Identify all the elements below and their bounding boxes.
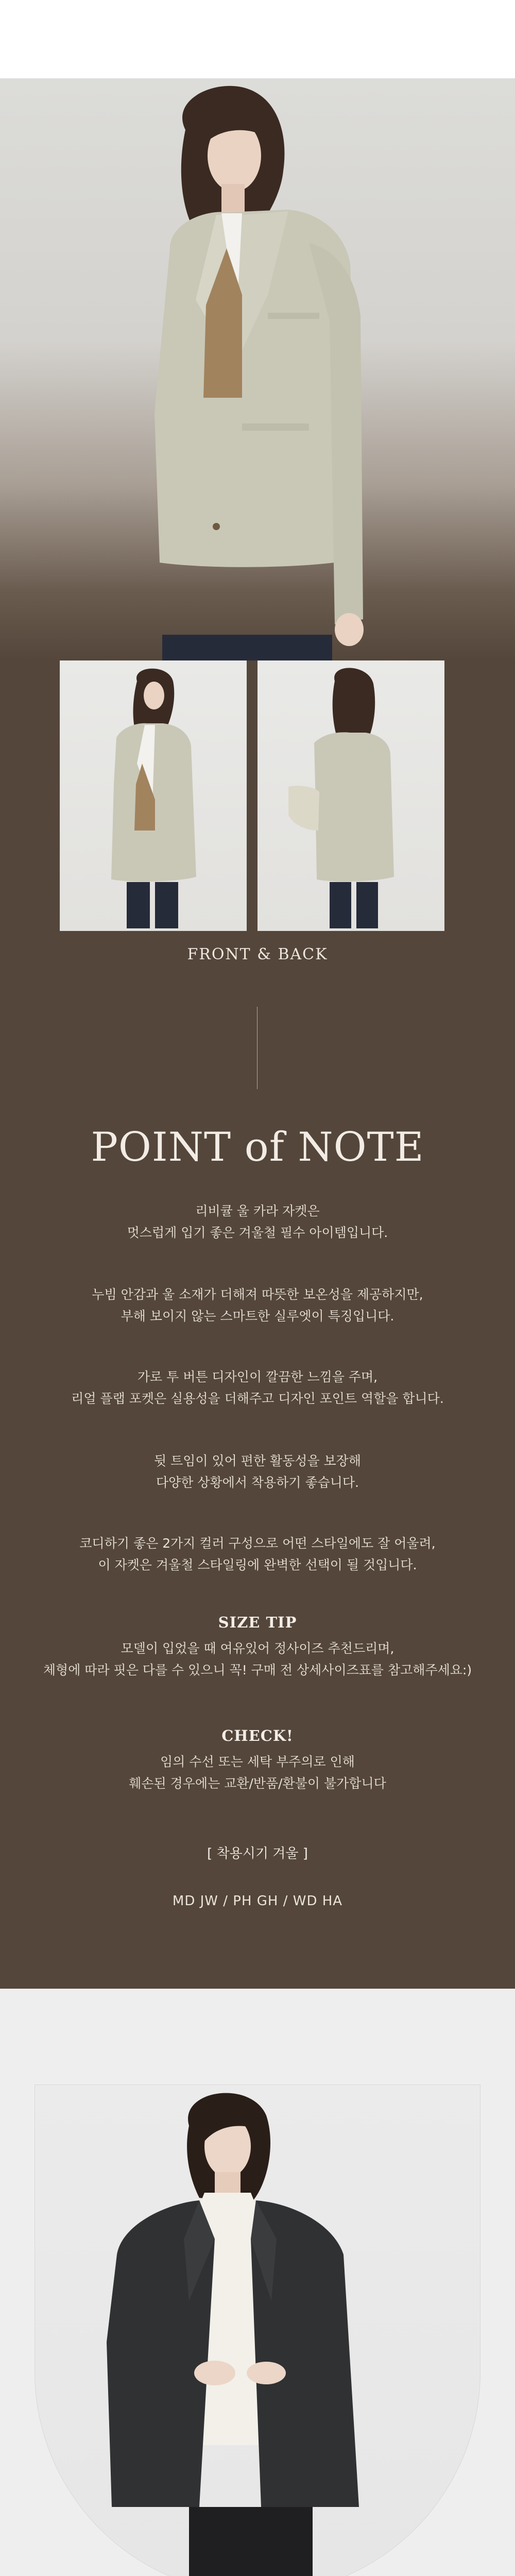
vertical-divider (257, 1007, 258, 1089)
back-view-thumbnail (258, 660, 444, 931)
check-text (0, 1751, 515, 1794)
description-paragraph-1 (0, 1200, 515, 1244)
point-of-note-title: POINT of NOTE (91, 1124, 424, 1171)
description-line: 누빔 안감과 울 소재가 더해져 따뜻한 보온성을 제공하지만, (92, 1287, 423, 1302)
size-tip-text (0, 1638, 515, 1681)
description-line: 가로 투 버튼 디자인이 깔끔한 느낌을 주며, (137, 1369, 378, 1384)
description-paragraph-4 (0, 1450, 515, 1494)
size-tip-line: 모델이 입었을 때 여유있어 정사이즈 추천드리며, (121, 1641, 394, 1656)
check-line: 훼손된 경우에는 교환/반품/환불이 불가합니다 (129, 1776, 386, 1791)
description-paragraph-5 (0, 1533, 515, 1576)
check-heading: CHECK! (221, 1727, 294, 1744)
description-paragraph-2 (0, 1284, 515, 1327)
wear-season-label: [ 착용시기 겨울 ] (207, 1846, 308, 1861)
description-line: 다양한 상황에서 착용하기 좋습니다. (156, 1475, 359, 1490)
size-tip-line: 체형에 따라 핏은 다를 수 있으니 꼭! 구매 전 상세사이즈표를 참고해주세요:) (43, 1663, 472, 1677)
product-info-band (0, 660, 515, 1989)
arch-model-illustration (35, 2084, 480, 2576)
bottom-photo-section (0, 1989, 515, 2576)
description-line: 이 자켓은 겨울철 스타일링에 완벽한 선택이 될 것입니다. (98, 1557, 417, 1572)
arch-photo (35, 2084, 480, 2576)
description-line: 부해 보이지 않는 스마트한 실루엣이 특징입니다. (121, 1309, 394, 1324)
description-line: 멋스럽게 입기 좋은 겨울철 필수 아이템입니다. (127, 1225, 388, 1240)
check-line: 임의 수선 또는 세탁 부주의로 인해 (160, 1754, 355, 1769)
hero-photo (0, 78, 515, 660)
back-view-illustration (258, 660, 444, 931)
description-line: 코디하기 좋은 2가지 컬러 구성으로 어떤 스타일에도 잘 어울려, (79, 1536, 436, 1551)
description-paragraph-3 (0, 1366, 515, 1410)
description-line: 리비큘 울 카라 자켓은 (195, 1204, 320, 1218)
hero-model-illustration (0, 78, 515, 660)
description-line: 뒷 트임이 있어 편한 활동성을 보장해 (154, 1453, 361, 1468)
front-back-label: FRONT & BACK (187, 945, 328, 963)
size-tip-heading: SIZE TIP (218, 1614, 297, 1631)
description-line: 리얼 플랩 포켓은 실용성을 더해주고 디자인 포인트 역할을 합니다. (71, 1391, 444, 1406)
front-view-thumbnail (60, 660, 247, 931)
staff-credit: MD JW / PH GH / WD HA (172, 1893, 343, 1909)
front-view-illustration (60, 660, 247, 931)
